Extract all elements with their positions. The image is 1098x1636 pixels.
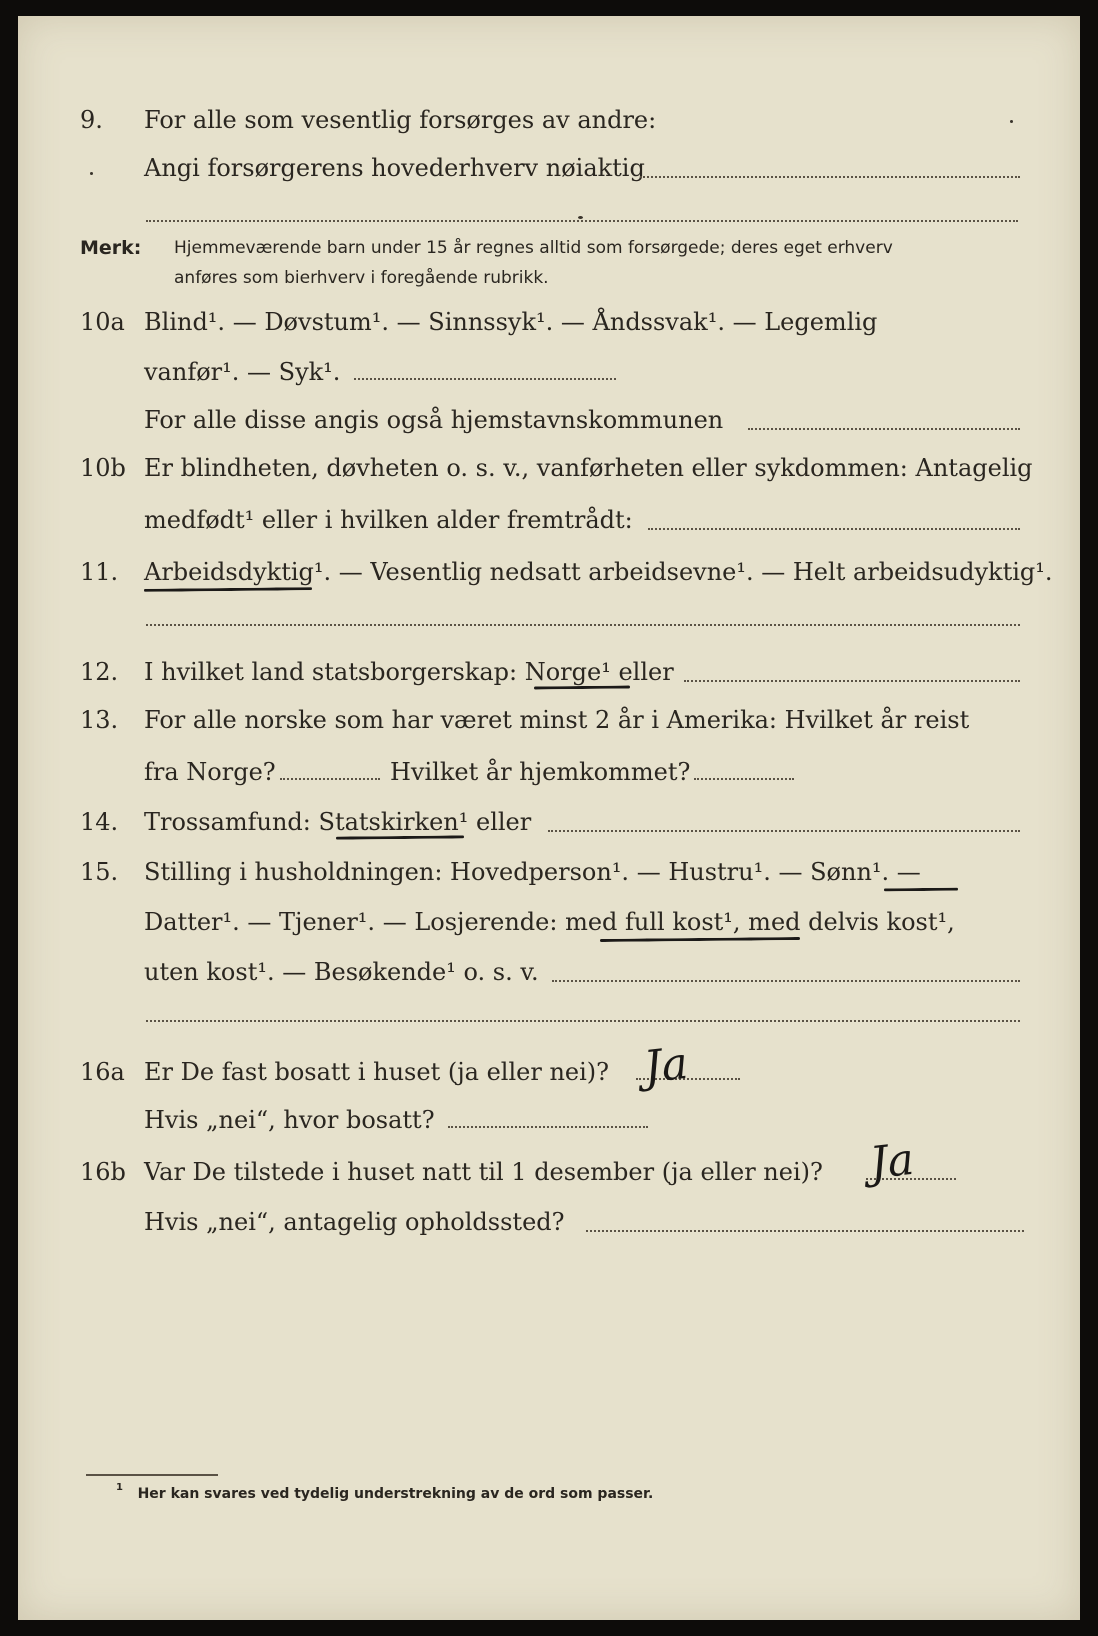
q13-departure-year-line[interactable] (280, 778, 380, 780)
footnote-mark: 1 (116, 1482, 123, 1493)
q15-row-3 (18, 952, 1080, 992)
q13-text-2a: fra Norge? (144, 758, 276, 786)
q12-number: 12. (80, 658, 119, 686)
q16b-text-2: Hvis „nei“, antagelig opholdssted? (144, 1208, 565, 1236)
q10a-number: 10a (80, 308, 125, 336)
q15-answer-line[interactable] (552, 980, 1020, 982)
q10a-municipality-line[interactable] (748, 428, 1020, 430)
q9-text-2: Angi forsørgerens hovederhverv nøiaktig (144, 154, 645, 182)
footnote (116, 1482, 653, 1506)
q12-text-1: I hvilket land statsborgerskap: Norge¹ eller (144, 658, 674, 686)
q11-number: 11. (80, 558, 119, 586)
q15-text-1: Stilling i husholdningen: Hovedperson¹. — Hustru¹. — Sønn¹. — (144, 858, 921, 886)
q16b-text-1: Var De tilstede i huset natt til 1 desember (ja eller nei)? (144, 1158, 823, 1186)
footnote-text: Her kan svares ved tydelig understrekning av de ord som passer. (137, 1486, 654, 1502)
footnote-rule (86, 1474, 218, 1476)
q16a-row-1 (18, 1052, 1080, 1092)
merk-text-1: Hjemmeværende barn under 15 år regnes alltid som forsørgede; deres eget erhverv (174, 238, 893, 258)
q16a-handwritten-answer: Ja (641, 1037, 691, 1094)
q10b-row-1 (18, 448, 1080, 488)
q10a-text-1: Blind¹. — Døvstum¹. — Sinnssyk¹. — Åndssvak¹. — Legemlig (144, 308, 878, 336)
q9-text-1: For alle som vesentlig forsørges av andre: (144, 106, 657, 134)
q14-row-1 (18, 802, 1080, 842)
q15-answer-line-2[interactable] (146, 1020, 1020, 1022)
q9-row-2 (18, 148, 1080, 188)
paper-speck (578, 216, 583, 219)
q14-answer-line[interactable] (548, 830, 1020, 832)
q15-row-1 (18, 852, 1080, 892)
q10a-text-3: For alle disse angis også hjemstavnskommunen (144, 406, 724, 434)
merk-text-2: anføres som bierhverv i foregående rubrikk. (174, 268, 549, 288)
q16b-number: 16b (80, 1158, 126, 1186)
q10a-row-3 (18, 400, 1080, 440)
q10b-row-2 (18, 500, 1080, 540)
q16b-handwritten-answer: Ja (867, 1133, 917, 1190)
q16b-row-2 (18, 1202, 1080, 1242)
paper-speck (90, 172, 93, 175)
q15-row-2 (18, 902, 1080, 942)
q9-row-1 (18, 100, 1080, 140)
q16a-text-1: Er De fast bosatt i huset (ja eller nei)? (144, 1058, 610, 1086)
q16a-row-2 (18, 1100, 1080, 1140)
q16a-residence-line[interactable] (448, 1126, 648, 1128)
q13-row-2 (18, 752, 1080, 792)
q11-answer-line[interactable] (146, 624, 1020, 626)
q10a-text-2: vanfør¹. — Syk¹. (144, 358, 341, 386)
q9-answer-line-2[interactable] (146, 220, 1018, 222)
q13-text-2b: Hvilket år hjemkommet? (390, 758, 691, 786)
q9-number: 9. (80, 106, 103, 134)
q16a-text-2: Hvis „nei“, hvor bosatt? (144, 1106, 435, 1134)
q13-row-1 (18, 700, 1080, 740)
q11-text-1: Arbeidsdyktig¹. — Vesentlig nedsatt arbeidsevne¹. — Helt arbeidsudyktig¹. (144, 558, 1053, 586)
q13-text-1: For alle norske som har været minst 2 år i Amerika: Hvilket år reist (144, 706, 970, 734)
q10b-number: 10b (80, 454, 126, 482)
q15-number: 15. (80, 858, 119, 886)
q10a-row-2 (18, 352, 1080, 392)
q16b-row-1 (18, 1152, 1080, 1192)
q10b-answer-line[interactable] (648, 528, 1020, 530)
paper-speck (1010, 120, 1013, 123)
q13-return-year-line[interactable] (694, 778, 794, 780)
merk-row-2 (18, 262, 1080, 302)
q16b-location-line[interactable] (586, 1230, 1024, 1232)
q11-row-1 (18, 552, 1080, 592)
q10b-text-1: Er blindheten, døvheten o. s. v., vanførheten eller sykdommen: Antagelig (144, 454, 1033, 482)
q10b-text-2: medfødt¹ eller i hvilken alder fremtrådt: (144, 506, 633, 534)
q15-text-2: Datter¹. — Tjener¹. — Losjerende: med full kost¹, med delvis kost¹, (144, 908, 955, 936)
q10a-answer-line[interactable] (354, 378, 616, 380)
q16a-number: 16a (80, 1058, 125, 1086)
q10a-row-1 (18, 302, 1080, 342)
q12-answer-line[interactable] (684, 680, 1020, 682)
census-form-page (18, 16, 1080, 1620)
q13-number: 13. (80, 706, 119, 734)
q9-answer-line[interactable] (640, 176, 1020, 178)
q14-number: 14. (80, 808, 119, 836)
q14-text-1: Trossamfund: Statskirken¹ eller (144, 808, 532, 836)
merk-label: Merk: (80, 237, 142, 259)
q15-text-3: uten kost¹. — Besøkende¹ o. s. v. (144, 958, 539, 986)
